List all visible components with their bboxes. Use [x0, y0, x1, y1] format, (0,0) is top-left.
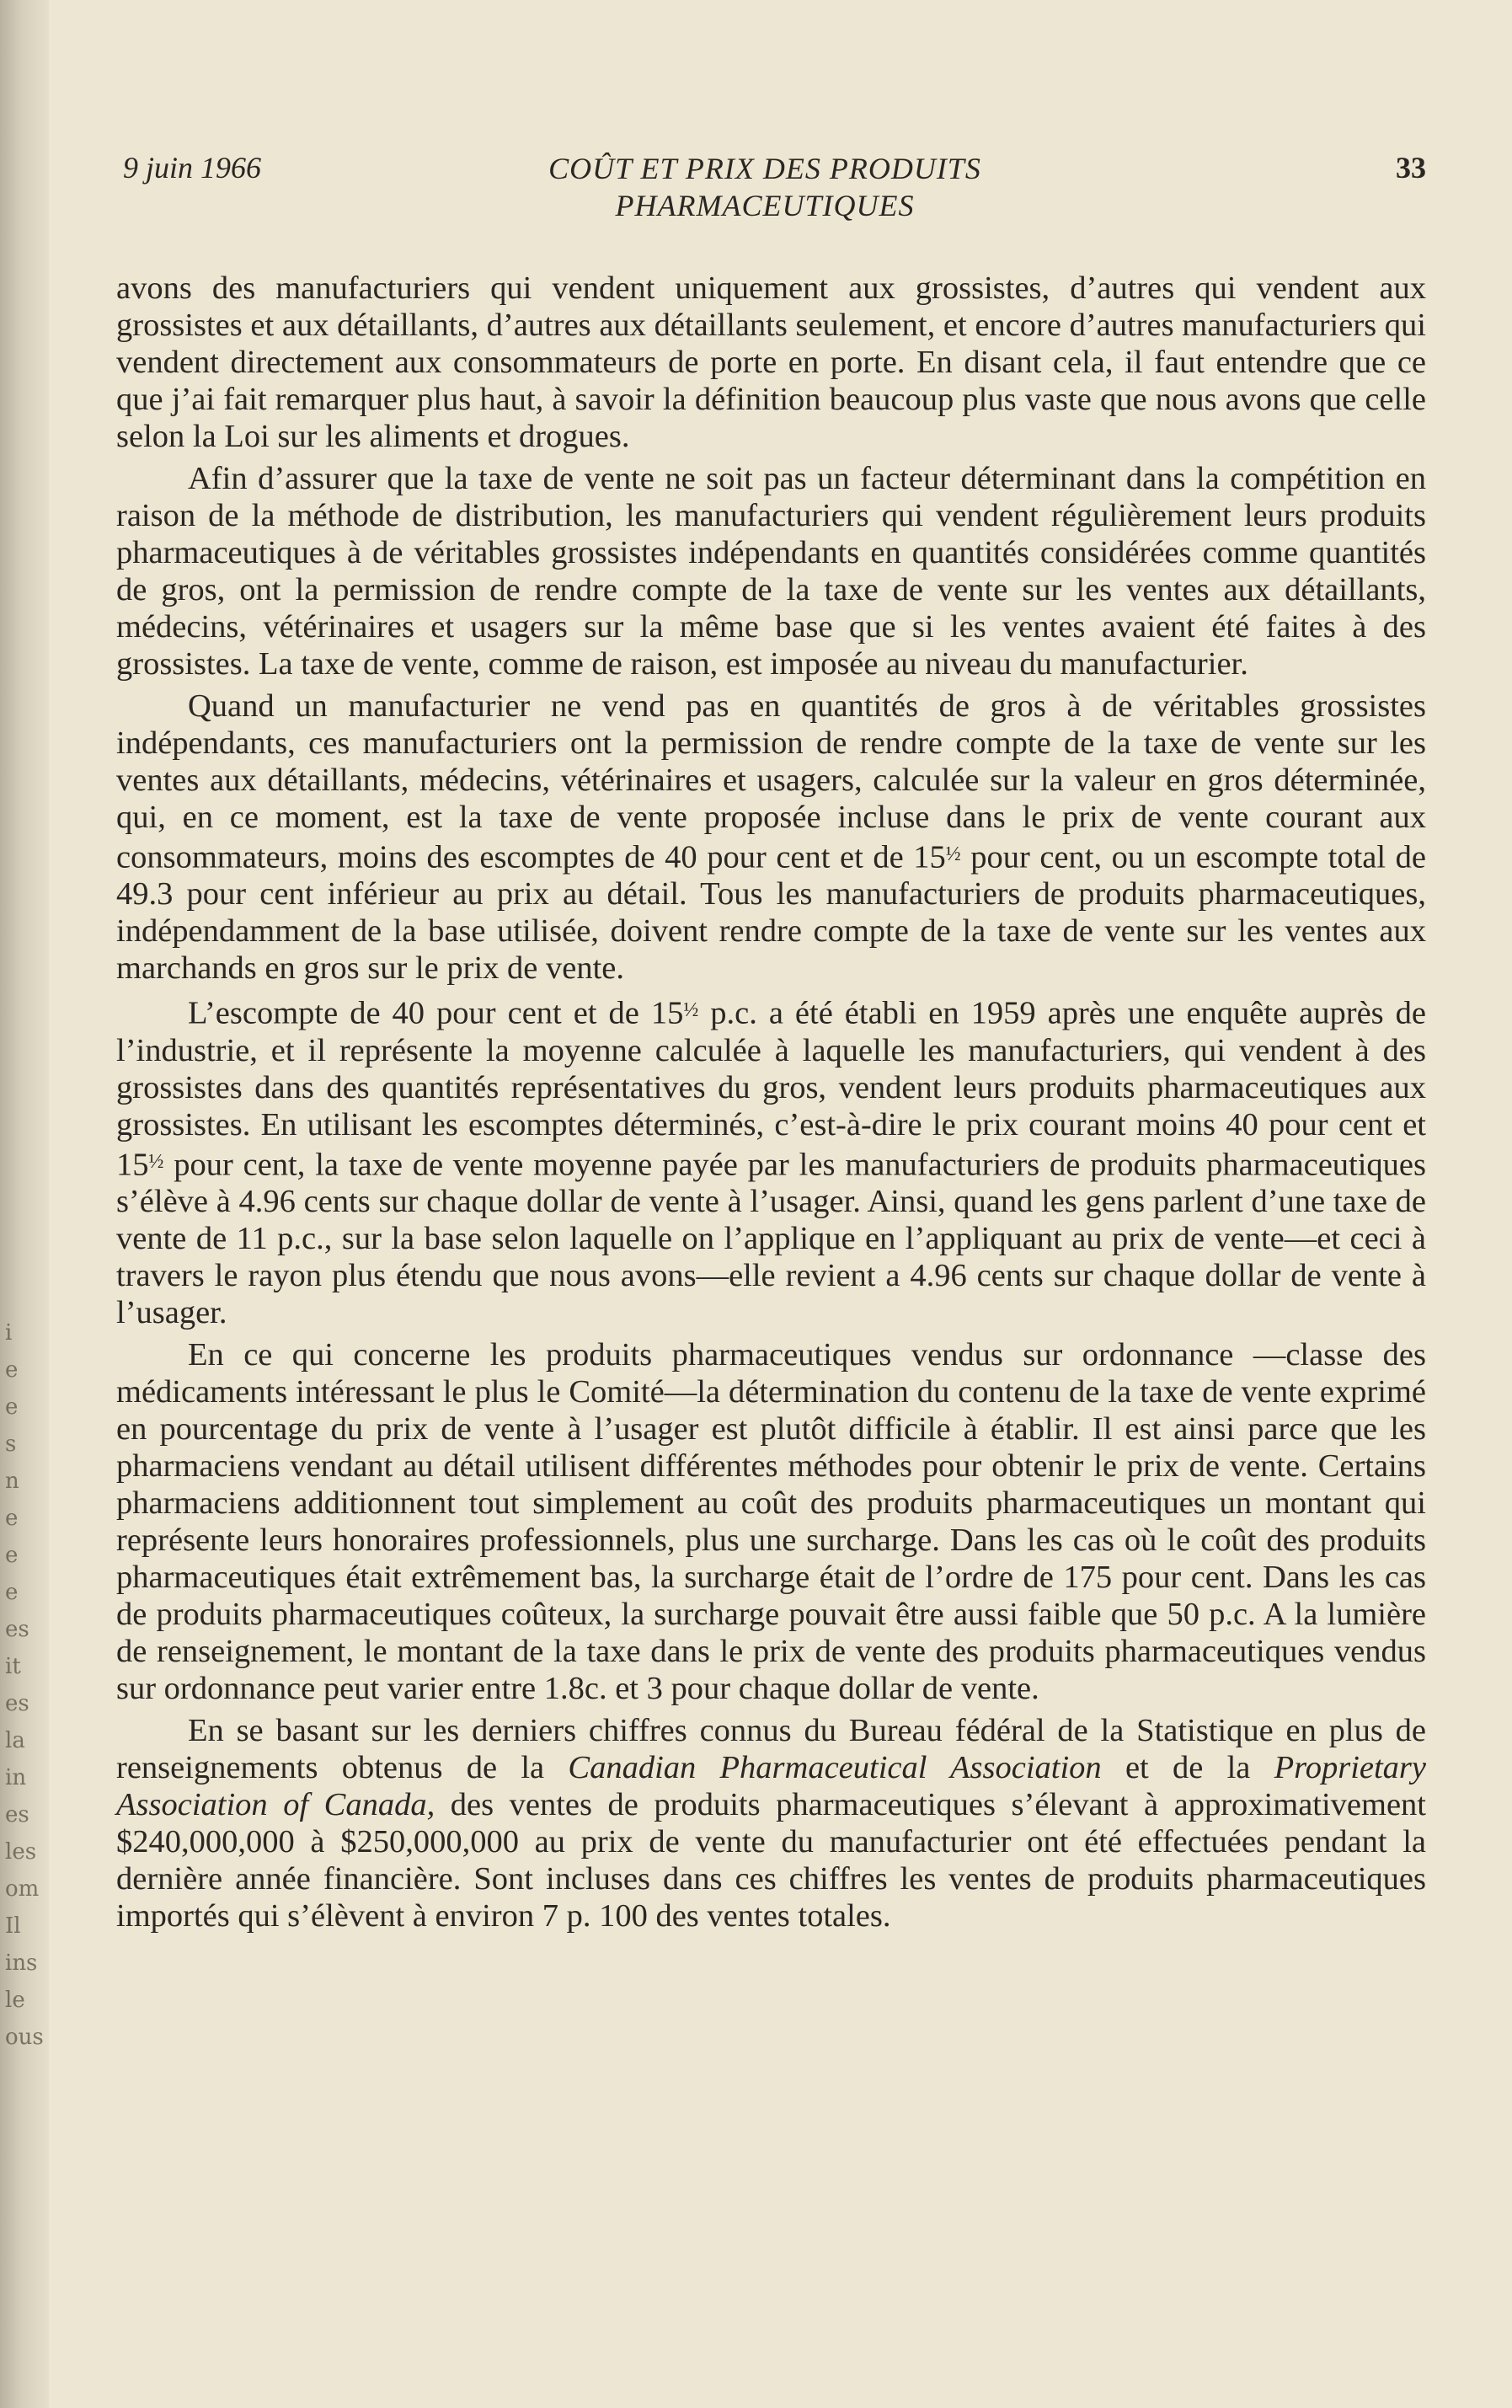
facing-page-fragment: es [5, 1617, 29, 1642]
facing-page-fragment: it [5, 1654, 21, 1679]
facing-page-fragment: s [5, 1431, 17, 1457]
paragraph-6-italic-1: Canadian Pharmaceutical Association [568, 1750, 1102, 1786]
paragraph-4 [116, 992, 1426, 1331]
facing-page-fragment: e [5, 1580, 19, 1605]
paragraph-6 [116, 1712, 1426, 1934]
paragraph-3-part-a: Quand un manufacturier ne vend pas en quantités de gros à de véritables grossistes indépendants, ces manufacturiers ont la permission de rendre compte de la taxe de vente sur les ventes aux détaillants, médecins, vétérinaires et usagers, calculée sur la valeur en gros déterminée, qui, en ce moment, est la taxe de vente proposée incluse dans le prix de vente courant aux consommateurs, moins des escomptes de 40 pour cent et de 15 [116, 688, 1426, 875]
running-header [116, 135, 1426, 222]
facing-page-fragment: ins [5, 1950, 38, 1976]
facing-page-fragment: e [5, 1357, 19, 1383]
paragraph-6-part-b: et de la [1101, 1750, 1274, 1786]
facing-page-fragment: ous [5, 2025, 44, 2050]
facing-page-fragment: es [5, 1691, 29, 1716]
paragraph-6-italic-2: Proprietary Association of Canada, [116, 1750, 1426, 1823]
paragraph-6-part-a: En se basant sur les derniers chiffres connus du Bureau fédéral de la Statistique en plus de renseignements obtenus de la [116, 1713, 1426, 1786]
paragraph-4-part-a: L’escompte de 40 pour cent et de 15 [188, 995, 684, 1031]
document-page [116, 135, 1426, 1940]
facing-page-fragment: es [5, 1802, 29, 1827]
facing-page-fragment: le [5, 1988, 25, 2013]
page-number: 33 [1396, 151, 1426, 185]
paragraph-2: Afin d’assurer que la taxe de vente ne soit pas un facteur déterminant dans la compétition en raison de la méthode de distribution, les manufacturiers qui vendent régulièrement leurs produits pharmaceutiques à de véritables grossistes indépendants en quantités considérées comme quantités de gros, ont la permission de rendre compte de la taxe de vente sur les ventes aux détaillants, médecins, vétérinaires et usagers sur la même base que si les ventes avaient été faites à des grossistes. La taxe de vente, comme de raison, est imposée au niveau du manufacturier. [116, 461, 1426, 682]
facing-page-fragment: n [5, 1469, 19, 1494]
facing-page-fragments [5, 1314, 44, 2056]
facing-page-fragment: Il [5, 1913, 21, 1939]
fraction-half: ½ [683, 999, 699, 1022]
fraction-half: ½ [148, 1150, 164, 1173]
facing-page-fragment: in [5, 1765, 27, 1790]
body-text [116, 270, 1426, 1934]
facing-page-fragment: e [5, 1543, 19, 1568]
paragraph-3-part-b: pour cent, ou un escompte total de 49.3 pour cent inférieur au prix au détail. Tous les manufacturiers de produits pharmaceutiques, indépendamment de la base utilisée, doivent rendre compte de la taxe de vente sur les ventes aux marchands en gros sur le prix de vente. [116, 839, 1426, 987]
facing-page-fragment: i [5, 1320, 13, 1346]
header-date: 9 juin 1966 [123, 151, 262, 185]
header-title-line-2: PHARMACEUTIQUES [615, 189, 915, 222]
facing-page-fragment: les [5, 1839, 37, 1865]
facing-page-fragment: om [5, 1876, 40, 1902]
paragraph-4-part-b: p.c. a été établi en 1959 après une enquête auprès de l’industrie, et il représente la moyenne calculée à laquelle les manufacturiers, qui vendent à des grossistes dans des quantités représentatives du gros, vendent leurs produits pharmaceutiques aux grossistes. En utilisant les escomptes déterminés, c’est-à-dire le prix courant moins 40 pour cent et 15 [116, 995, 1426, 1183]
facing-page-fragment: e [5, 1506, 19, 1531]
header-title-line-1: COÛT ET PRIX DES PRODUITS [548, 152, 981, 185]
facing-page-fragment: la [5, 1728, 25, 1753]
paragraph-5: En ce qui concerne les produits pharmaceutiques vendus sur ordonnance —classe des médicaments intéressant le plus le Comité—la détermination du contenu de la taxe de vente exprimé en pourcentage du prix de vente à l’usager est plutôt difficile à établir. Il est ainsi parce que les pharmaciens vendant au détail utilisent différentes méthodes pour obtenir le prix de vente. Certains pharmaciens additionnent tout simplement au coût des produits pharmaceutiques un montant qui représente leurs honoraires professionnels, plus une surcharge. Dans les cas où le coût des produits pharmaceutiques était extrêmement bas, la surcharge était de l’ordre de 175 pour cent. Dans les cas de produits pharmaceutiques coûteux, la surcharge pouvait être aussi faible que 50 p.c. A la lumière de renseignement, le montant de la taxe dans le prix de vente des produits pharmaceutiques vendus sur ordonnance peut varier entre 1.8c. et 3 pour chaque dollar de vente. [116, 1337, 1426, 1707]
fraction-half: ½ [945, 843, 961, 865]
paragraph-4-part-c: pour cent, la taxe de vente moyenne payée par les manufacturiers de produits pharmaceutiques s’élève à 4.96 cents sur chaque dollar de vente à l’usager. Ainsi, quand les gens parlent d’une taxe de vente de 11 p.c., sur la base selon laquelle on l’applique en l’appliquant au prix de vente—et ceci à travers le rayon plus étendu que nous avons—elle revient a 4.96 cents sur chaque dollar de vente à l’usager. [116, 1147, 1426, 1331]
paragraph-1: avons des manufacturiers qui vendent uniquement aux grossistes, d’autres qui vendent aux grossistes et aux détaillants, d’autres aux détaillants seulement, et encore d’autres manufacturiers qui vendent directement aux consommateurs de porte en porte. En disant cela, il faut entendre que ce que j’ai fait remarquer plus haut, à savoir la définition beaucoup plus vaste que nous avons que celle selon la Loi sur les aliments et drogues. [116, 270, 1426, 454]
facing-page-fragment: e [5, 1394, 19, 1420]
header-title [369, 150, 1161, 224]
paragraph-3 [116, 688, 1426, 987]
paragraph-6-part-c: des ventes de produits pharmaceutiques s’élevant à approximativement $240,000,000 à $250,000,000 au prix de vente du manufacturier ont été effectuées pendant la dernière année financière. Sont incluses dans ces chiffres les ventes de produits pharmaceutiques importés qui s’élèvent à environ 7 p. 100 des ventes totales. [116, 1787, 1426, 1934]
